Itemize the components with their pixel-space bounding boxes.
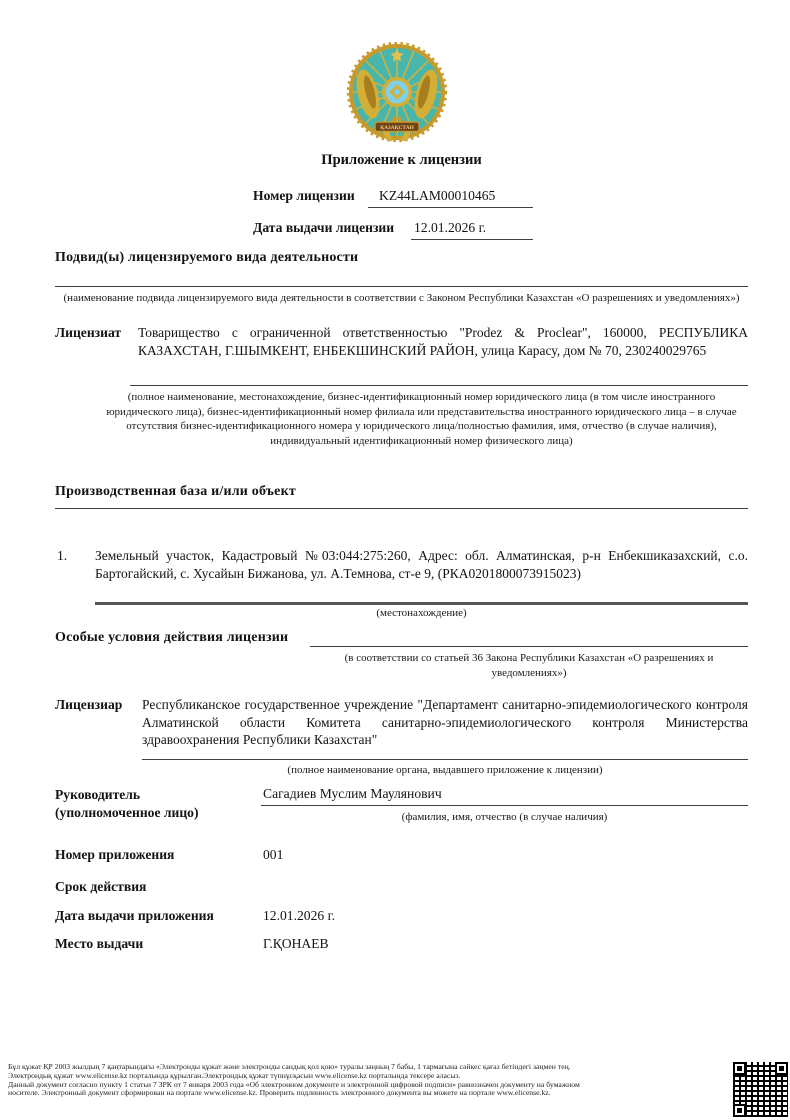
- production-note: (местонахождение): [376, 607, 467, 619]
- subtype-heading: Подвид(ы) лицензируемого вида деятельности: [55, 250, 359, 265]
- special-conditions-note: (в соответствии со статьей 36 Закона Республики Казахстан «О разрешениях и уведомлениях»): [344, 652, 714, 679]
- place-value: Г.ҚОНАЕВ: [263, 936, 329, 951]
- production-heading: Производственная база и/или объект: [55, 484, 296, 499]
- head-label-line2: (уполномоченное лицо): [55, 805, 199, 820]
- annex-date-label: Дата выдачи приложения: [55, 908, 214, 923]
- kazakhstan-emblem-graphic: [334, 42, 460, 146]
- annex-number-value: 001: [263, 847, 284, 862]
- footer-line-4: носителе. Электронный документ сформирован на портале www.elicense.kz. Проверить подлинность электронного документа вы можете на портале www.elicense.kz.: [8, 1088, 551, 1098]
- licensee-value: Товарищество с ограниченной ответственностью "Prodez & Proclear", 160000, РЕСПУБЛИКА КАЗАХСТАН, Г.ШЫМКЕНТ, ЕНБЕКШИНСКИЙ РАЙОН, улица Карасу, дом № 70, 230240029765: [138, 325, 748, 358]
- subtype-note: (наименование подвида лицензируемого вида деятельности в соответствии с Законом Республики Казахстан «О разрешениях и уведомлениях»): [63, 292, 740, 304]
- licensor-label: Лицензиар: [55, 697, 123, 712]
- footer-line-3: Данный документ согласно пункту 1 статьи 7 ЗРК от 7 января 2003 года «Об электронном документе и электронной цифровой подписи» равнозначен документу на бумажном: [8, 1079, 580, 1089]
- licensee-label: Лицензиат: [55, 325, 122, 340]
- head-value: Сагадиев Муслим Маулянович: [263, 786, 442, 801]
- annex-number-label: Номер приложения: [55, 847, 175, 862]
- svg-text:ҚАЗАҚСТАН: ҚАЗАҚСТАН: [380, 125, 414, 132]
- licensor-value: Республиканское государственное учреждение "Департамент санитарно-эпидемиологического контроля Алматинской области Комитета санитарно-эпидемиологического контроля Министерства здравоохранения Республики Казахстан": [142, 697, 748, 748]
- licensor-note: (полное наименование органа, выдавшего приложение к лицензии): [287, 764, 603, 776]
- validity-label: Срок действия: [55, 879, 147, 894]
- qr-finder-top-left: [733, 1062, 746, 1075]
- annex-date-value: 12.01.2026 г.: [263, 908, 336, 923]
- license-issue-date-value: 12.01.2026 г.: [414, 220, 487, 235]
- footer-line-1: Бұл құжат ҚР 2003 жылдың 7 қаңтарындағы «Электронды құжат және электронды сандық қол қою» туралы заңның 7 бабы, 1 тармағына сәйкес қағаз бетіндегі заңмен тең.: [8, 1062, 571, 1071]
- license-number-value: KZ44LAM00010465: [379, 188, 496, 203]
- divider: [95, 602, 748, 605]
- qr-code: [733, 1062, 788, 1117]
- divider: [310, 646, 748, 647]
- license-number-label: Номер лицензии: [253, 188, 355, 203]
- production-item-number: 1.: [57, 548, 68, 563]
- head-label-line1: Руководитель: [55, 787, 141, 802]
- license-issue-date-label: Дата выдачи лицензии: [253, 220, 395, 235]
- qr-finder-bottom-left: [733, 1104, 746, 1117]
- page-title: Приложение к лицензии: [321, 152, 482, 168]
- divider: [130, 385, 748, 386]
- divider: [142, 759, 748, 760]
- kazakhstan-emblem: [334, 42, 460, 146]
- licensee-note: (полное наименование, местонахождение, бизнес-идентификационный номер юридического лица (в том числе иностранного юридического лица), бизнес-идентификационный номер филиала или представительства иностранного юридического лица – в случае отсутствия бизнес-идентификационного номера у юридического лица/полностью фамилия, имя, отчество (в случае наличия), индивидуальный идентификационный номер физического лица): [106, 391, 737, 447]
- divider: [261, 805, 748, 806]
- production-item-text: Земельный участок, Кадастровый №03:044:275:260, Адрес: обл. Алматинская, р-н Енбекшиказахский, с.о. Бартогайский, с. Хусайын Бижанова, ул. А.Темнова, ст-е 9, (РКА0201800073915023): [95, 548, 748, 581]
- footer-legal-text: [8, 1063, 723, 1098]
- place-label: Место выдачи: [55, 936, 144, 951]
- footer-line-2: Электрондық құжат www.elicense.kz порталында құрылған.Электрондық құжат түпнұсқасын www.elicense.kz порталында тексере аласыз.: [8, 1070, 461, 1080]
- special-conditions-heading: Особые условия действия лицензии: [55, 630, 289, 645]
- divider: [411, 239, 533, 240]
- divider: [368, 207, 533, 208]
- divider: [55, 286, 748, 287]
- qr-finder-top-right: [775, 1062, 788, 1075]
- divider: [55, 508, 748, 509]
- head-note: (фамилия, имя, отчество (в случае наличия): [401, 811, 608, 823]
